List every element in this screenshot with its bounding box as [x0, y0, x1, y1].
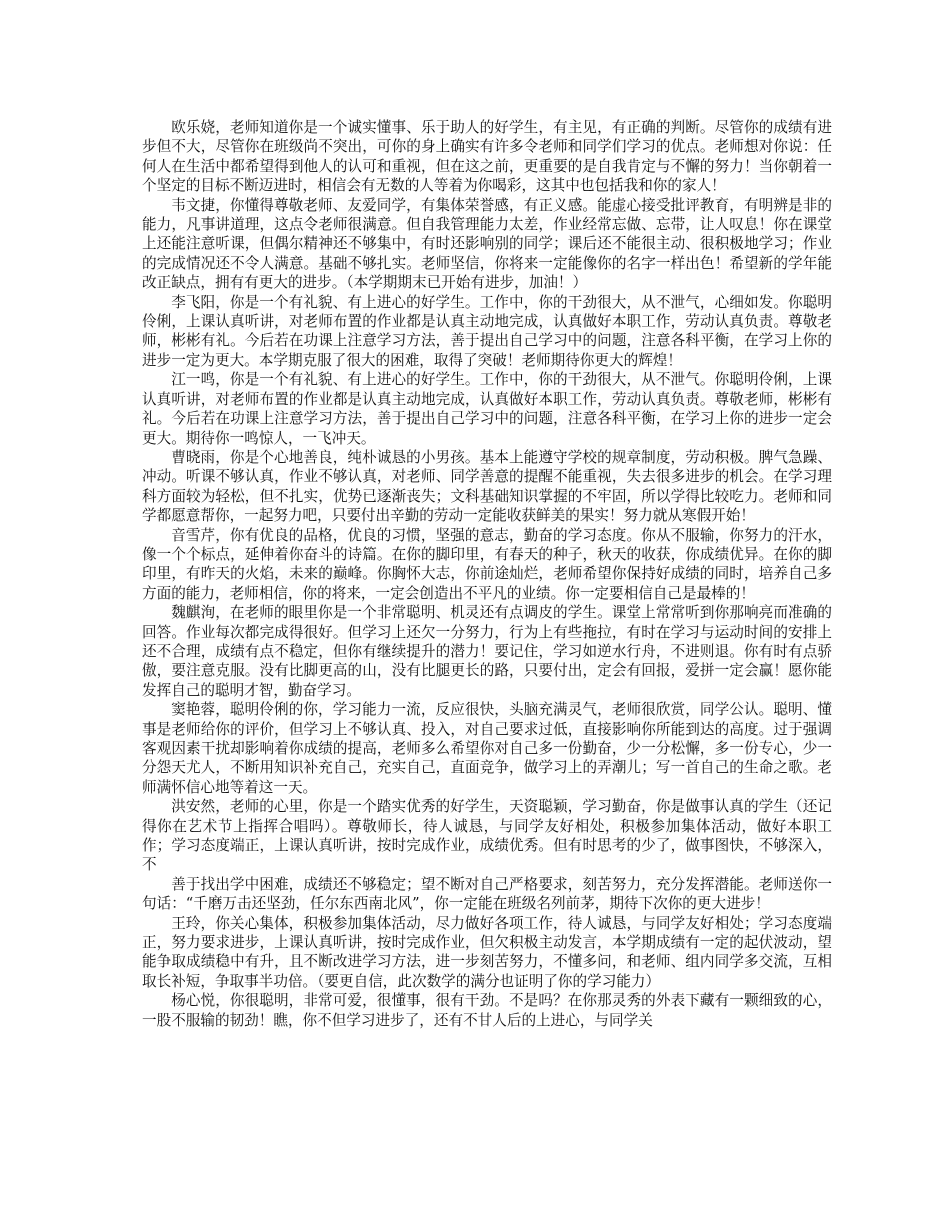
comment-paragraph: 窦艳蓉，聪明伶俐的你，学习能力一流，反应很快，头脑充满灵气，老师很欣赏，同学公认。聪明、懂事是老师给你的评价，但学习上不够认真、投入，对自己要求过低，直接影响你所能到达的高度。过于强调客观因素干扰却影响着你成绩的提高，老师多么希望你对自己多一份勤奋，少一分松懈，多一份专心，少一分怨天尤人，不断用知识补充自己，充实自己，直面竞争，做学习上的弄潮儿；写一首自己的生命之歌。老师满怀信心地等着这一天。 — [142, 701, 832, 796]
comment-paragraph: 李飞阳，你是一个有礼貌、有上进心的好学生。工作中，你的干劲很大，从不泄气，心细如发。你聪明伶俐，上课认真听讲，对老师布置的作业都是认真主动地完成，认真做好本职工作，劳动认真负责。尊敬老师，彬彬有礼。今后若在功课上注意学习方法，善于提出自己学习中的问题，注意各科平衡，在学习上你的进步一定为更大。本学期克服了很大的困难，取得了突破！老师期待你更大的辉煌！ — [142, 293, 832, 369]
comment-paragraph: 曹晓雨，你是个心地善良，纯朴诚恳的小男孩。基本上能遵守学校的规章制度，劳动积极。脾气急躁、冲动。听课不够认真，作业不够认真，对老师、同学善意的提醒不能重视，失去很多进步的机会。在学习理科方面较为轻松，但不扎实，优势已逐渐丧失；文科基础知识掌握的不牢固，所以学得比较吃力。老师和同学都愿意帮你，一起努力吧，只要付出辛勤的劳动一定能收获鲜美的果实！努力就从寒假开始！ — [142, 448, 832, 525]
comment-paragraph: 魏麒洵，在老师的眼里你是一个非常聪明、机灵还有点调皮的学生。课堂上常常听到你那响亮而准确的回答。作业每次都完成得很好。但学习上还欠一分努力，行为上有些拖拉，有时在学习与运动时间的安排上还不合理，成绩有点不稳定，但你有继续提升的潜力！要记住，学习如逆水行舟，不进则退。你有时有点骄傲，要注意克服。没有比脚更高的山，没有比腿更长的路，只要付出，定会有回报，爱拼一定会赢！愿你能发挥自己的聪明才智，勤奋学习。 — [142, 604, 832, 699]
comment-paragraph: 王玲，你关心集体，积极参加集体活动，尽力做好各项工作，待人诚恳，与同学友好相处；学习态度端正，努力要求进步，上课认真听讲，按时完成作业，但欠积极主动发言，本学期成绩有一定的起伏波动，望能争取成绩稳中有升，且不断改进学习方法，进一步刻苦努力，不懂多问，和老师、组内同学多交流，互相取长补短，争取事半功倍。（要更自信，此次数学的满分也证明了你的学习能力） — [142, 914, 832, 990]
comment-paragraph: 善于找出学中困难，成绩还不够稳定；望不断对自己严格要求，刻苦努力，充分发挥潜能。老师送你一句话：“千磨万击还坚劲，任尔东西南北风”，你一定能在班级名列前茅，期待下次你的更大进步！ — [142, 875, 832, 913]
comment-paragraph: 杨心悦，你很聪明，非常可爱，很懂事，很有干劲。不是吗？在你那灵秀的外表下藏有一颗细致的心，一股不服输的韧劲！瞧，你不但学习进步了，还有不甘人后的上进心，与同学关 — [142, 992, 832, 1029]
document-page — [142, 118, 832, 1030]
comment-paragraph: 江一鸣，你是一个有礼貌、有上进心的好学生。工作中，你的干劲很大，从不泄气。你聪明伶俐，上课认真听讲，对老师布置的作业都是认真主动地完成，认真做好本职工作，劳动认真负责。尊敬老师，彬彬有礼。今后若在功课上注意学习方法，善于提出自己学习中的问题，注意各科平衡，在学习上你的进步一定会更大。期待你一鸣惊人，一飞冲天。 — [142, 371, 832, 447]
comment-paragraph: 韦文捷，你懂得尊敬老师、友爱同学，有集体荣誉感，有正义感。能虚心接受批评教育，有明辨是非的能力，凡事讲道理，这点令老师很满意。但自我管理能力太差，作业经常忘做、忘带，让人叹息！你在课堂上还能注意听课，但偶尔精神还不够集中，有时还影响别的同学；课后还不能很主动、很积极地学习；作业的完成情况还不令人满意。基础不够扎实。老师坚信，你将来一定能像你的名字一样出色！希望新的学年能改正缺点，拥有有更大的进步。（本学期期末已开始有进步，加油！） — [142, 196, 832, 292]
comment-paragraph: 欧乐娆，老师知道你是一个诚实懂事、乐于助人的好学生，有主见，有正确的判断。尽管你的成绩有进步但不大，尽管你在班级尚不突出，可你的身上确实有许多令老师和同学们学习的优点。老师想对你说：任何人在生活中都希望得到他人的认可和重视，但在这之前，更重要的是自我肯定与不懈的努力！当你朝着一个坚定的目标不断迈进时，相信会有无数的人等着为你喝彩，这其中也包括我和你的家人！ — [142, 119, 832, 195]
comment-paragraph: 洪安然，老师的心里，你是一个踏实优秀的好学生，天资聪颖，学习勤奋，你是做事认真的学生（还记得你在艺术节上指挥合唱吗）。尊敬师长，待人诚恳，与同学友好相处，积极参加集体活动，做好本职工作；学习态度端正，上课认真听讲，按时完成作业，成绩优秀。但有时思考的少了，做事图快，不够深入，不 — [142, 798, 832, 874]
comment-paragraph: 音雪芹，你有优良的品格，优良的习惯，坚强的意志，勤奋的学习态度。你从不服输，你努力的汗水，像一个个标点，延伸着你奋斗的诗篇。在你的脚印里，有春天的种子，秋天的收获，你成绩优异。在你的脚印里，有昨天的火焰，未来的巅峰。你胸怀大志，你前途灿烂，老师希望你保持好成绩的同时，培养自己多方面的能力，老师相信，你的将来，一定会创造出不平凡的业绩。你一定要相信自己是最棒的！ — [142, 526, 832, 602]
